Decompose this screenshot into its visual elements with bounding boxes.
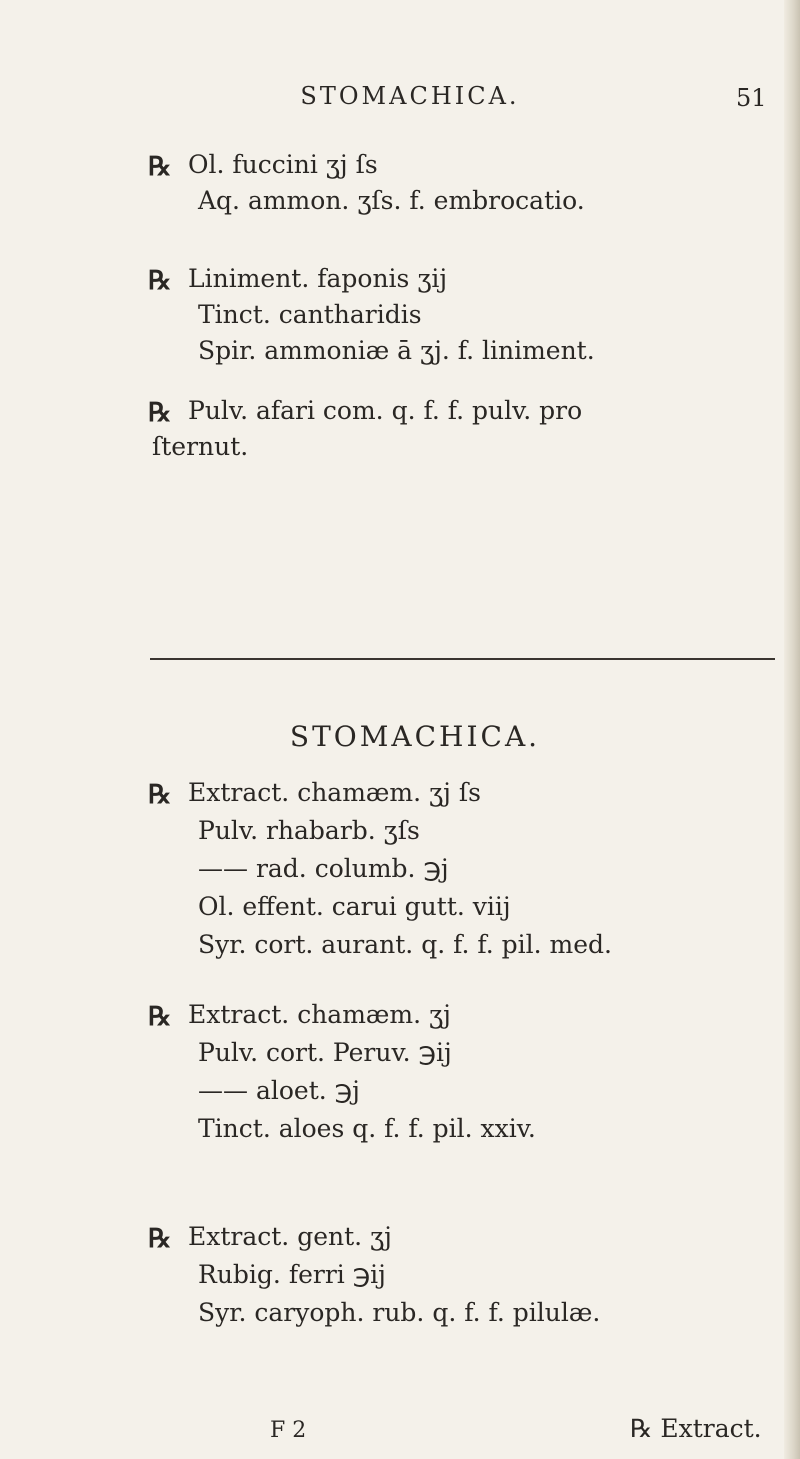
recipe-line: Rubig. ferri ℈ij	[198, 1260, 386, 1289]
page-edge	[784, 0, 800, 1459]
recipe-line: —— aloet. ℈j	[198, 1076, 360, 1105]
section-title: STOMACHICA.	[289, 720, 541, 753]
recipe-line: Aq. ammon. ʒſs. f. embrocatio.	[198, 186, 585, 215]
recipe-line: Tinct. aloes q. f. f. pil. xxiv.	[198, 1114, 536, 1143]
recipe-line: —— rad. columb. ℈j	[198, 854, 449, 883]
signature-mark: F 2	[270, 1418, 307, 1443]
recipe-line: Syr. caryoph. rub. q. f. f. pilulæ.	[198, 1298, 601, 1327]
recipe-line: Pulv. cort. Peruv. ℈ij	[198, 1038, 452, 1067]
running-head	[0, 82, 800, 122]
recipe-symbol: ℞	[148, 266, 172, 296]
recipe-line: Ol. fuccini ʒj ſs	[188, 150, 378, 179]
recipe-symbol: ℞	[148, 1224, 172, 1254]
running-head-title: STOMACHICA.	[300, 82, 520, 110]
recipe-line: Extract. gent. ʒj	[188, 1222, 392, 1251]
recipe-line: Pulv. rhabarb. ʒſs	[198, 816, 420, 845]
page-number: 51	[736, 84, 767, 112]
recipe-line: Ol. effent. carui gutt. viij	[198, 892, 511, 921]
recipe-line: Liniment. faponis ʒij	[188, 264, 448, 293]
recipe-line: Extract. chamæm. ʒj	[188, 1000, 451, 1029]
catchword: ℞ Extract.	[630, 1414, 762, 1443]
recipe-line: Spir. ammoniæ ā ʒj. f. liniment.	[198, 336, 595, 365]
recipe-symbol: ℞	[148, 398, 172, 428]
recipe-symbol: ℞	[148, 780, 172, 810]
recipe-symbol: ℞	[148, 1002, 172, 1032]
recipe-symbol: ℞	[148, 152, 172, 182]
recipe-line: Tinct. cantharidis	[198, 300, 422, 329]
recipe-line: Syr. cort. aurant. q. f. f. pil. med.	[198, 930, 612, 959]
recipe-line: Extract. chamæm. ʒj ſs	[188, 778, 481, 807]
section-divider	[150, 658, 775, 660]
recipe-line: Pulv. afari com. q. f. f. pulv. pro	[188, 396, 583, 425]
recipe-line: ſternut.	[152, 432, 249, 461]
